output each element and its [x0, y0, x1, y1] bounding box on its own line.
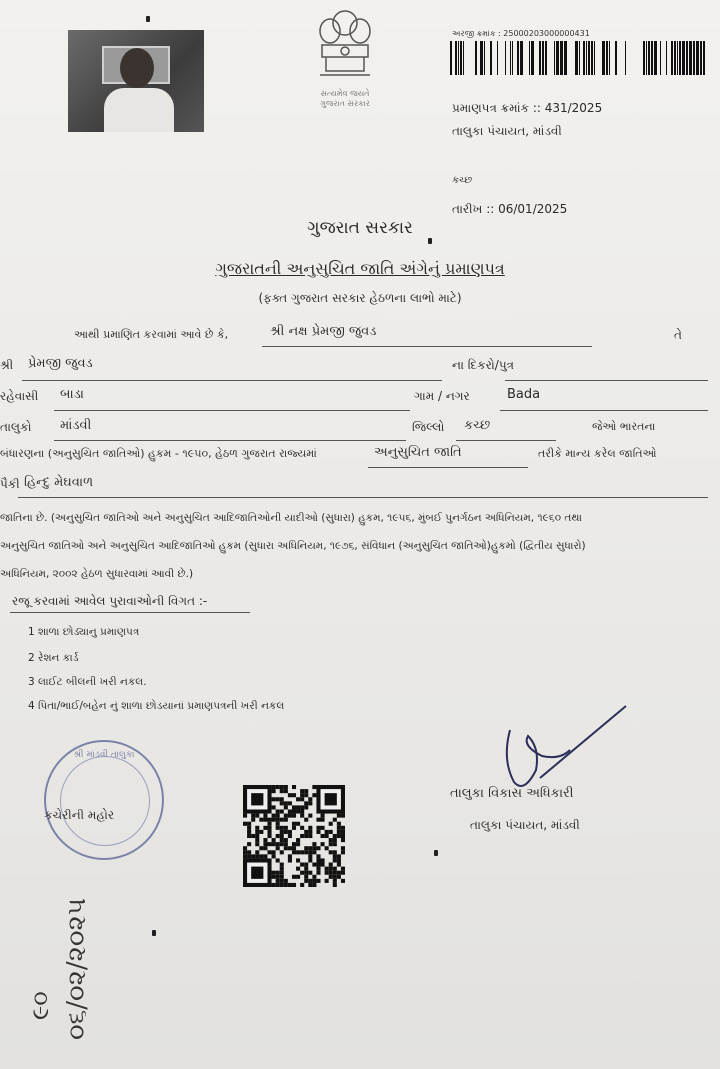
handwritten-date: ૦૬/૦૨/૨૦૨૫ — [62, 898, 92, 1040]
emblem-caption-2: ગુજરાત સરકાર — [320, 99, 370, 108]
evidence-item: 3 લાઈટ બીલની ખરી નકલ. — [28, 676, 147, 688]
father-name: પ્રેમજી જુવડ — [28, 356, 93, 371]
taluka-prefix: તાલુકો — [0, 420, 32, 434]
emblem-caption-1: સત્યમેવ જયતે — [320, 89, 370, 98]
evidence-item: 4 પિતા/ભાઈ/બહેન નું શાળા છોડયાનાં પ્રમાણપત્રની ખરી નકલ — [28, 700, 285, 712]
barcode — [450, 41, 710, 75]
district: કચ્છ — [464, 418, 491, 433]
certify-suffix: તે — [674, 328, 682, 342]
issue-date: તારીખ :: 06/01/2025 — [452, 202, 568, 216]
village-label: ગામ / નગર — [414, 389, 470, 403]
certificate-subtitle: (ફક્ત ગુજરાત સરકાર હેઠળના લાભો માટે) — [258, 291, 462, 305]
father-prefix: શ્રી — [0, 358, 14, 372]
legal-text-2: અનુસુચિત જાતિઓ અને અનુસુચિત આદિજાતિઓ હુકમ (સુધારા અધિનિયમ, ૧૯૭૬, સંવિધાન (અનુસુચિત જાતિઓ)હુકમો (દ્વિતીય સુધારો) — [0, 540, 586, 552]
certificate-number: પ્રમાણપત્ર ક્રમાંક :: 431/2025 — [452, 101, 603, 115]
issuer-office: તાલુકા પંચાયત, માંડવી — [452, 124, 562, 138]
caste: હિન્દુ મેઘવાળ — [24, 475, 94, 490]
evidence-heading: રજૂ કરવામાં આવેલ પુરાવાઓની વિગત :- — [12, 594, 208, 608]
handwritten-mark: ૯૦ — [26, 991, 54, 1020]
signatory-title: તાલુકા વિકાસ અધિકારી — [450, 786, 574, 801]
order-suffix: તરીકે માન્ય કરેલ જાતિઓ — [538, 447, 657, 460]
legal-text-3: અધિનિયમ, ૨૦૦૨ હેઠળ સુધારવામાં આવી છે.) — [0, 568, 194, 580]
national-emblem-icon — [310, 5, 380, 108]
holder-name: શ્રી નક્ષ પ્રેમજી જુવડ — [270, 324, 377, 339]
country-suffix: જેઓ ભારતના — [592, 420, 656, 433]
signature-icon — [480, 700, 640, 800]
evidence-item: 2 રેશન કાર્ડ — [28, 652, 79, 664]
application-number: અરજી ક્રમાંક : 25000203000000431 — [452, 29, 590, 38]
district-label: જિલ્લો — [412, 420, 445, 434]
category: અનુસુચિત જાતિ — [374, 445, 462, 460]
office-seal — [44, 740, 164, 860]
legal-text-1: જાતિના છે. (અનુસુચિત જાતિઓ અને અનુસુચિત આદિજાતિઓની યાદીઓ (સુધારા) હુકમ, ૧૯૫૬, મુંબઈ પુનર્ગઠન અધિનિયમ, ૧૯૬૦ તથા — [0, 512, 582, 524]
certify-prefix: આથી પ્રમાણિત કરવામાં આવે છે કે, — [74, 328, 229, 341]
applicant-photo — [68, 30, 204, 132]
evidence-item: 1 શાળા છોડ્યાનુ પ્રમાણપત્ર — [28, 626, 140, 638]
residence: બાડા — [60, 387, 84, 402]
certificate-title: ગુજરાતની અનુસુચિત જાતિ અંગેનું પ્રમાણપત્ર — [215, 259, 505, 278]
signatory-office: તાલુકા પંચાયત, માંડવી — [470, 818, 580, 832]
seal-ring-text: શ્રી માંડવી તાલુકા — [73, 750, 135, 760]
residence-prefix: રહેવાસી — [0, 389, 39, 403]
relation-label: ના દિકરો/પુત્ર — [452, 358, 515, 372]
seal-label: કચેરીની મહોર — [44, 808, 115, 822]
caste-prefix: પૈકી — [0, 477, 20, 491]
order-prefix: બંધારણના (અનુસુચિત જાતિઓ) હુકમ - ૧૯૫૦, હેઠળ ગુજરાત રાજ્યમાં — [0, 447, 317, 460]
taluka: માંડવી — [60, 418, 92, 433]
header-district: કચ્છ — [452, 175, 473, 186]
qr-code — [243, 785, 345, 887]
government-title: ગુજરાત સરકાર — [307, 218, 413, 238]
village: Bada — [507, 387, 541, 402]
